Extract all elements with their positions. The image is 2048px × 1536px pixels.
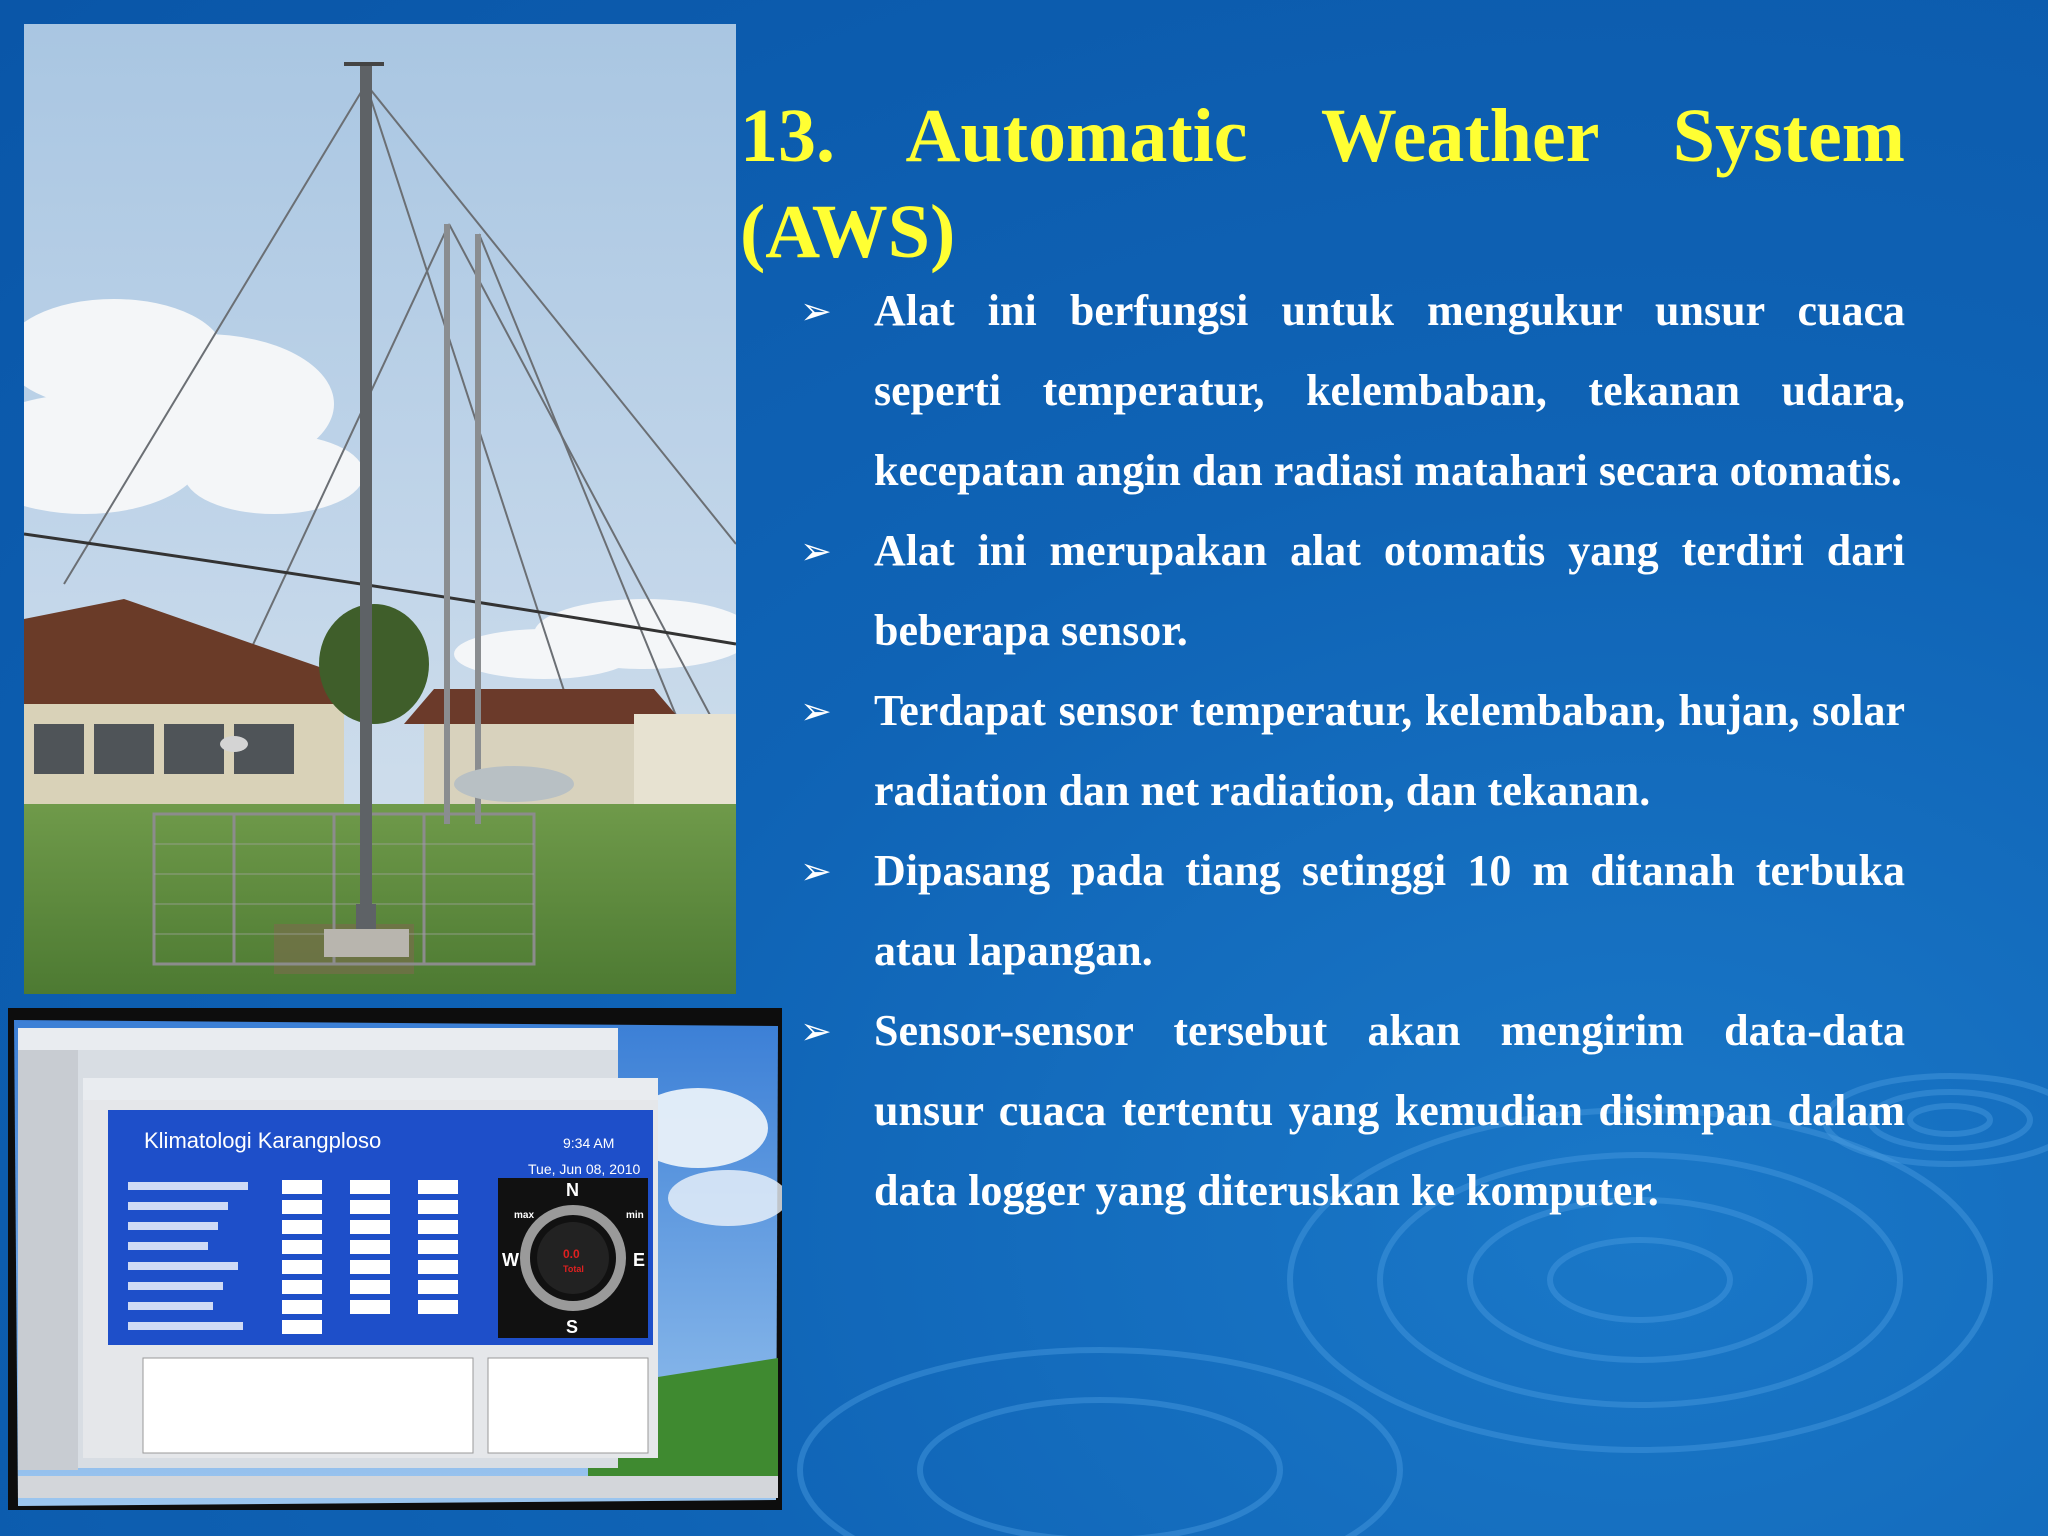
- bullet-text: Alat ini merupakan alat otomatis yang terdiri dari beberapa sensor.: [874, 526, 1905, 655]
- list-item: [800, 831, 1905, 991]
- arrow-bullet-icon: ➢: [800, 689, 832, 733]
- aws-tower-photo: [24, 24, 736, 994]
- compass-center-value: 0.0: [563, 1247, 580, 1261]
- arrow-bullet-icon: ➢: [800, 529, 832, 573]
- compass-min: min: [626, 1210, 644, 1221]
- bullet-text: Sensor-sensor tersebut akan mengirim data-data unsur cuaca tertentu yang kemudian disimpan dalam data logger yang diteruskan ke komputer.: [874, 1006, 1905, 1215]
- station-time: 9:34 AM: [563, 1135, 615, 1151]
- arrow-bullet-icon: ➢: [800, 1009, 832, 1053]
- compass-east: E: [633, 1250, 646, 1270]
- slide-title: 13. Automatic Weather System (AWS): [740, 94, 1905, 274]
- compass-north: N: [566, 1180, 579, 1200]
- list-item: [800, 271, 1905, 511]
- compass-south: S: [566, 1317, 579, 1337]
- bullet-text: Alat ini berfungsi untuk mengukur unsur cuaca seperti temperatur, kelembaban, tekanan udara, kecepatan angin dan radiasi matahari secara otomatis.: [874, 286, 1905, 495]
- compass-west: W: [502, 1250, 519, 1270]
- bullet-text: Dipasang pada tiang setinggi 10 m ditanah terbuka atau lapangan.: [874, 846, 1905, 975]
- arrow-bullet-icon: ➢: [800, 849, 832, 893]
- station-date: Tue, Jun 08, 2010: [528, 1161, 641, 1177]
- compass-max: max: [514, 1210, 535, 1221]
- weather-software-monitor-photo: [8, 1008, 782, 1510]
- bullet-list: [800, 271, 1905, 1231]
- bullet-text: Terdapat sensor temperatur, kelembaban, hujan, solar radiation dan net radiation, dan tekanan.: [874, 686, 1905, 815]
- list-item: [800, 511, 1905, 671]
- compass-center-label: Total: [563, 1264, 584, 1274]
- arrow-bullet-icon: ➢: [800, 289, 832, 333]
- station-title: Klimatologi Karangploso: [144, 1128, 382, 1153]
- list-item: [800, 671, 1905, 831]
- list-item: [800, 991, 1905, 1231]
